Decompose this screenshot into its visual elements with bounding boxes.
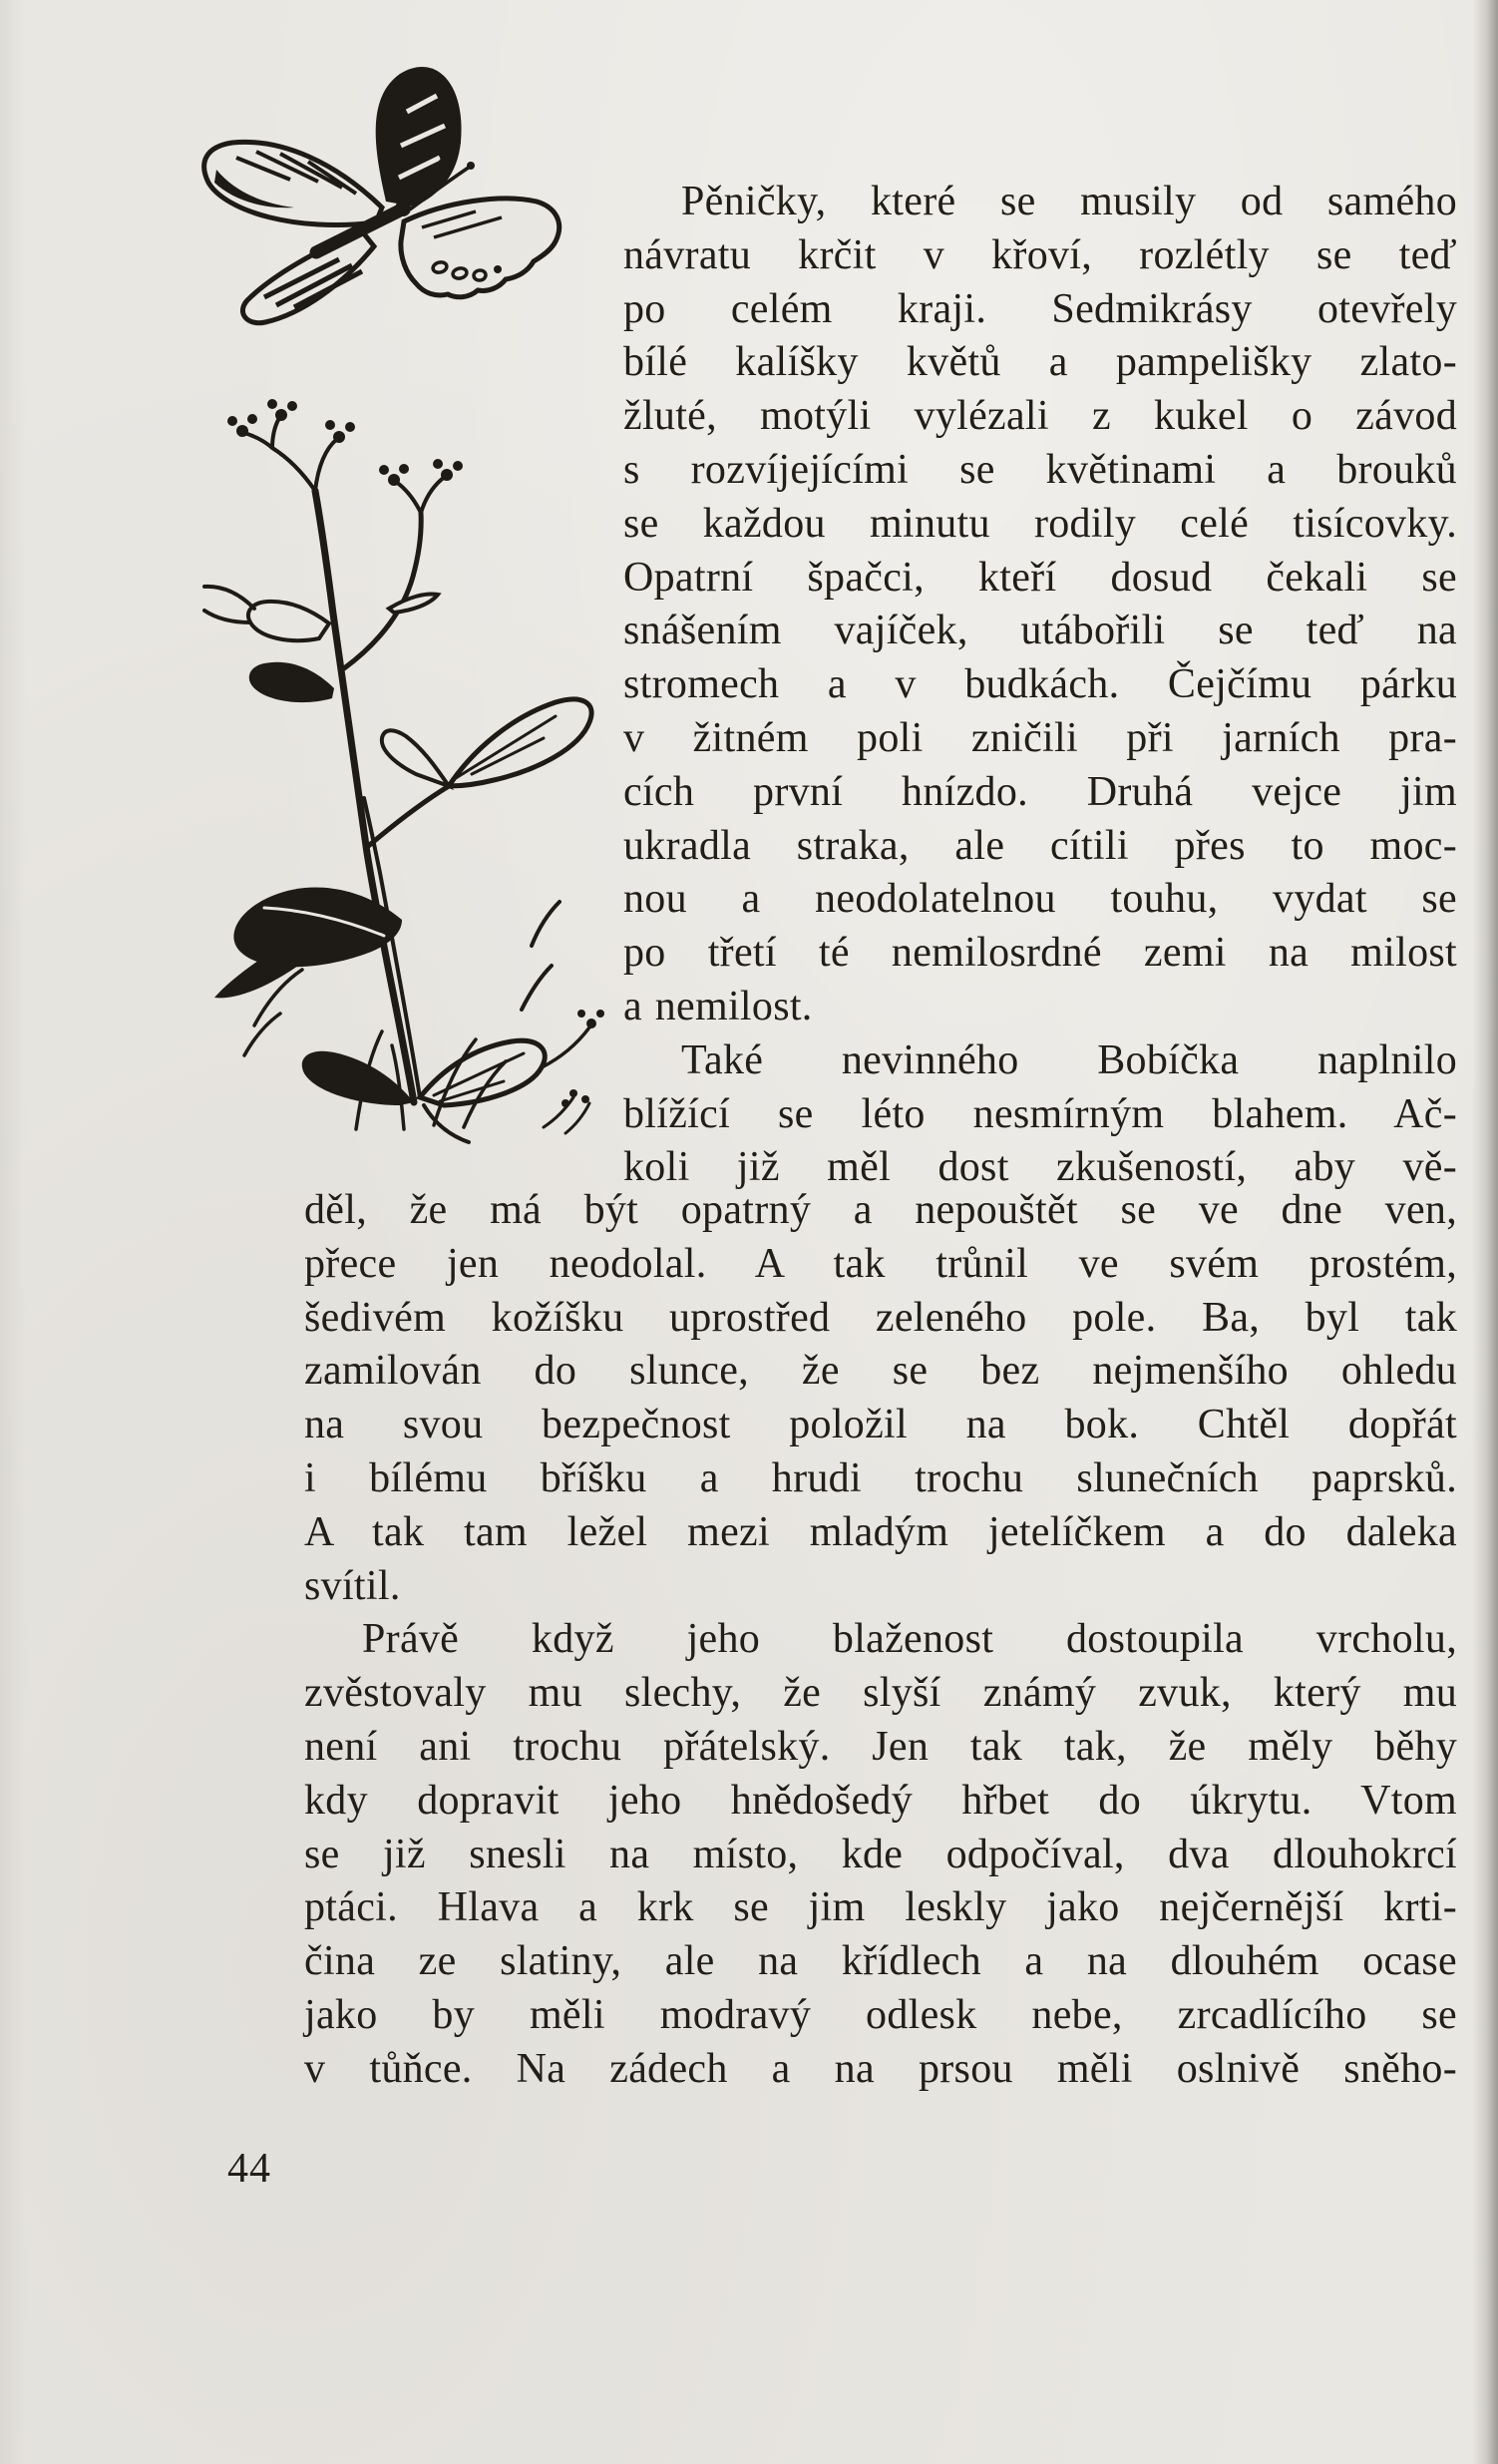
text-line: žluté, motýli vylézali z kukel o závod (623, 393, 1457, 440)
text-line: není ani trochu přátelský. Jen tak tak, že měly běhy (304, 1723, 1457, 1770)
text-line: blížící se léto nesmírným blahem. Ač- (623, 1090, 1457, 1137)
text-line: ptáci. Hlava a krk se jim leskly jako nejčernější krti- (304, 1884, 1457, 1931)
text-line: s rozvíjejícími se květinami a brouků (623, 446, 1457, 493)
text-line: snášením vajíček, utábořili se teď na (623, 608, 1457, 654)
text-line: A tak tam ležel mezi mladým jetelíčkem a do daleka (304, 1508, 1457, 1555)
text-line: zvěstovaly mu slechy, že slyší známý zvuk, který mu (304, 1670, 1457, 1717)
text-line: bílé kalíšky květů a pampelišky zlato- (623, 339, 1457, 386)
text-line: děl, že má být opatrný a nepouštět se ve dne ven, (304, 1187, 1457, 1233)
text-line: na svou bezpečnost položil na bok. Chtěl dopřát (304, 1402, 1457, 1448)
text-line: Opatrní špačci, kteří dosud čekali se (623, 554, 1457, 601)
text-line: i bílému bříšku a hrudi trochu slunečních paprsků. (304, 1454, 1457, 1501)
book-illustration (105, 50, 623, 1147)
page-number: 44 (227, 2146, 271, 2192)
narrow-column (623, 176, 1457, 1195)
text-line: se již snesli na místo, kde odpočíval, dva dlouhokrcí (304, 1831, 1457, 1877)
butterfly-illustration (204, 67, 560, 323)
text-line: v žitném poli zničili při jarních pra- (623, 714, 1457, 761)
text-line: Právě když jeho blaženost dostoupila vrcholu, (362, 1616, 1457, 1663)
text-line: se každou minutu rodily celé tisícovky. (623, 500, 1457, 547)
text-line: a nemilost. (623, 983, 813, 1029)
text-line: po celém kraji. Sedmikrásy otevřely (623, 285, 1457, 332)
text-line: čina ze slatiny, ale na křídlech a na dlouhém ocase (304, 1938, 1457, 1985)
text-line: stromech a v budkách. Čejčímu párku (623, 661, 1457, 708)
text-line: návratu krčit v křoví, rozlétly se teď (623, 231, 1457, 278)
plant-illustration (204, 399, 604, 1142)
text-line: koli již měl dost zkušeností, aby vě- (623, 1144, 1457, 1191)
text-line: cích první hnízdo. Druhá vejce jim (623, 768, 1457, 815)
text-line: v tůňce. Na zádech a na prsou měli oslnivě sněho- (304, 2045, 1457, 2092)
text-line: kdy dopravit jeho hnědošedý hřbet do úkrytu. Vtom (304, 1777, 1457, 1824)
text-line: jako by měli modravý odlesk nebe, zrcadlícího se (304, 1991, 1457, 2038)
text-line: svítil. (304, 1562, 401, 1609)
text-line: šedivém kožíšku uprostřed zeleného pole. Ba, byl tak (304, 1294, 1457, 1341)
wide-column (304, 1184, 1457, 2097)
page-edge-shadow (1472, 0, 1498, 2464)
text-line: přece jen neodolal. A tak trůnil ve svém prostém, (304, 1240, 1457, 1287)
text-line: Pěničky, které se musily od samého (681, 179, 1457, 224)
text-line: po třetí té nemilosrdné zemi na milost (623, 930, 1457, 977)
text-line: Také nevinného Bobíčka naplnilo (681, 1036, 1457, 1083)
text-line: ukradla straka, ale cítili přes to moc- (623, 822, 1457, 869)
text-line: nou a neodolatelnou touhu, vydat se (623, 876, 1457, 923)
text-line: zamilován do slunce, že se bez nejmenšího ohledu (304, 1348, 1457, 1395)
